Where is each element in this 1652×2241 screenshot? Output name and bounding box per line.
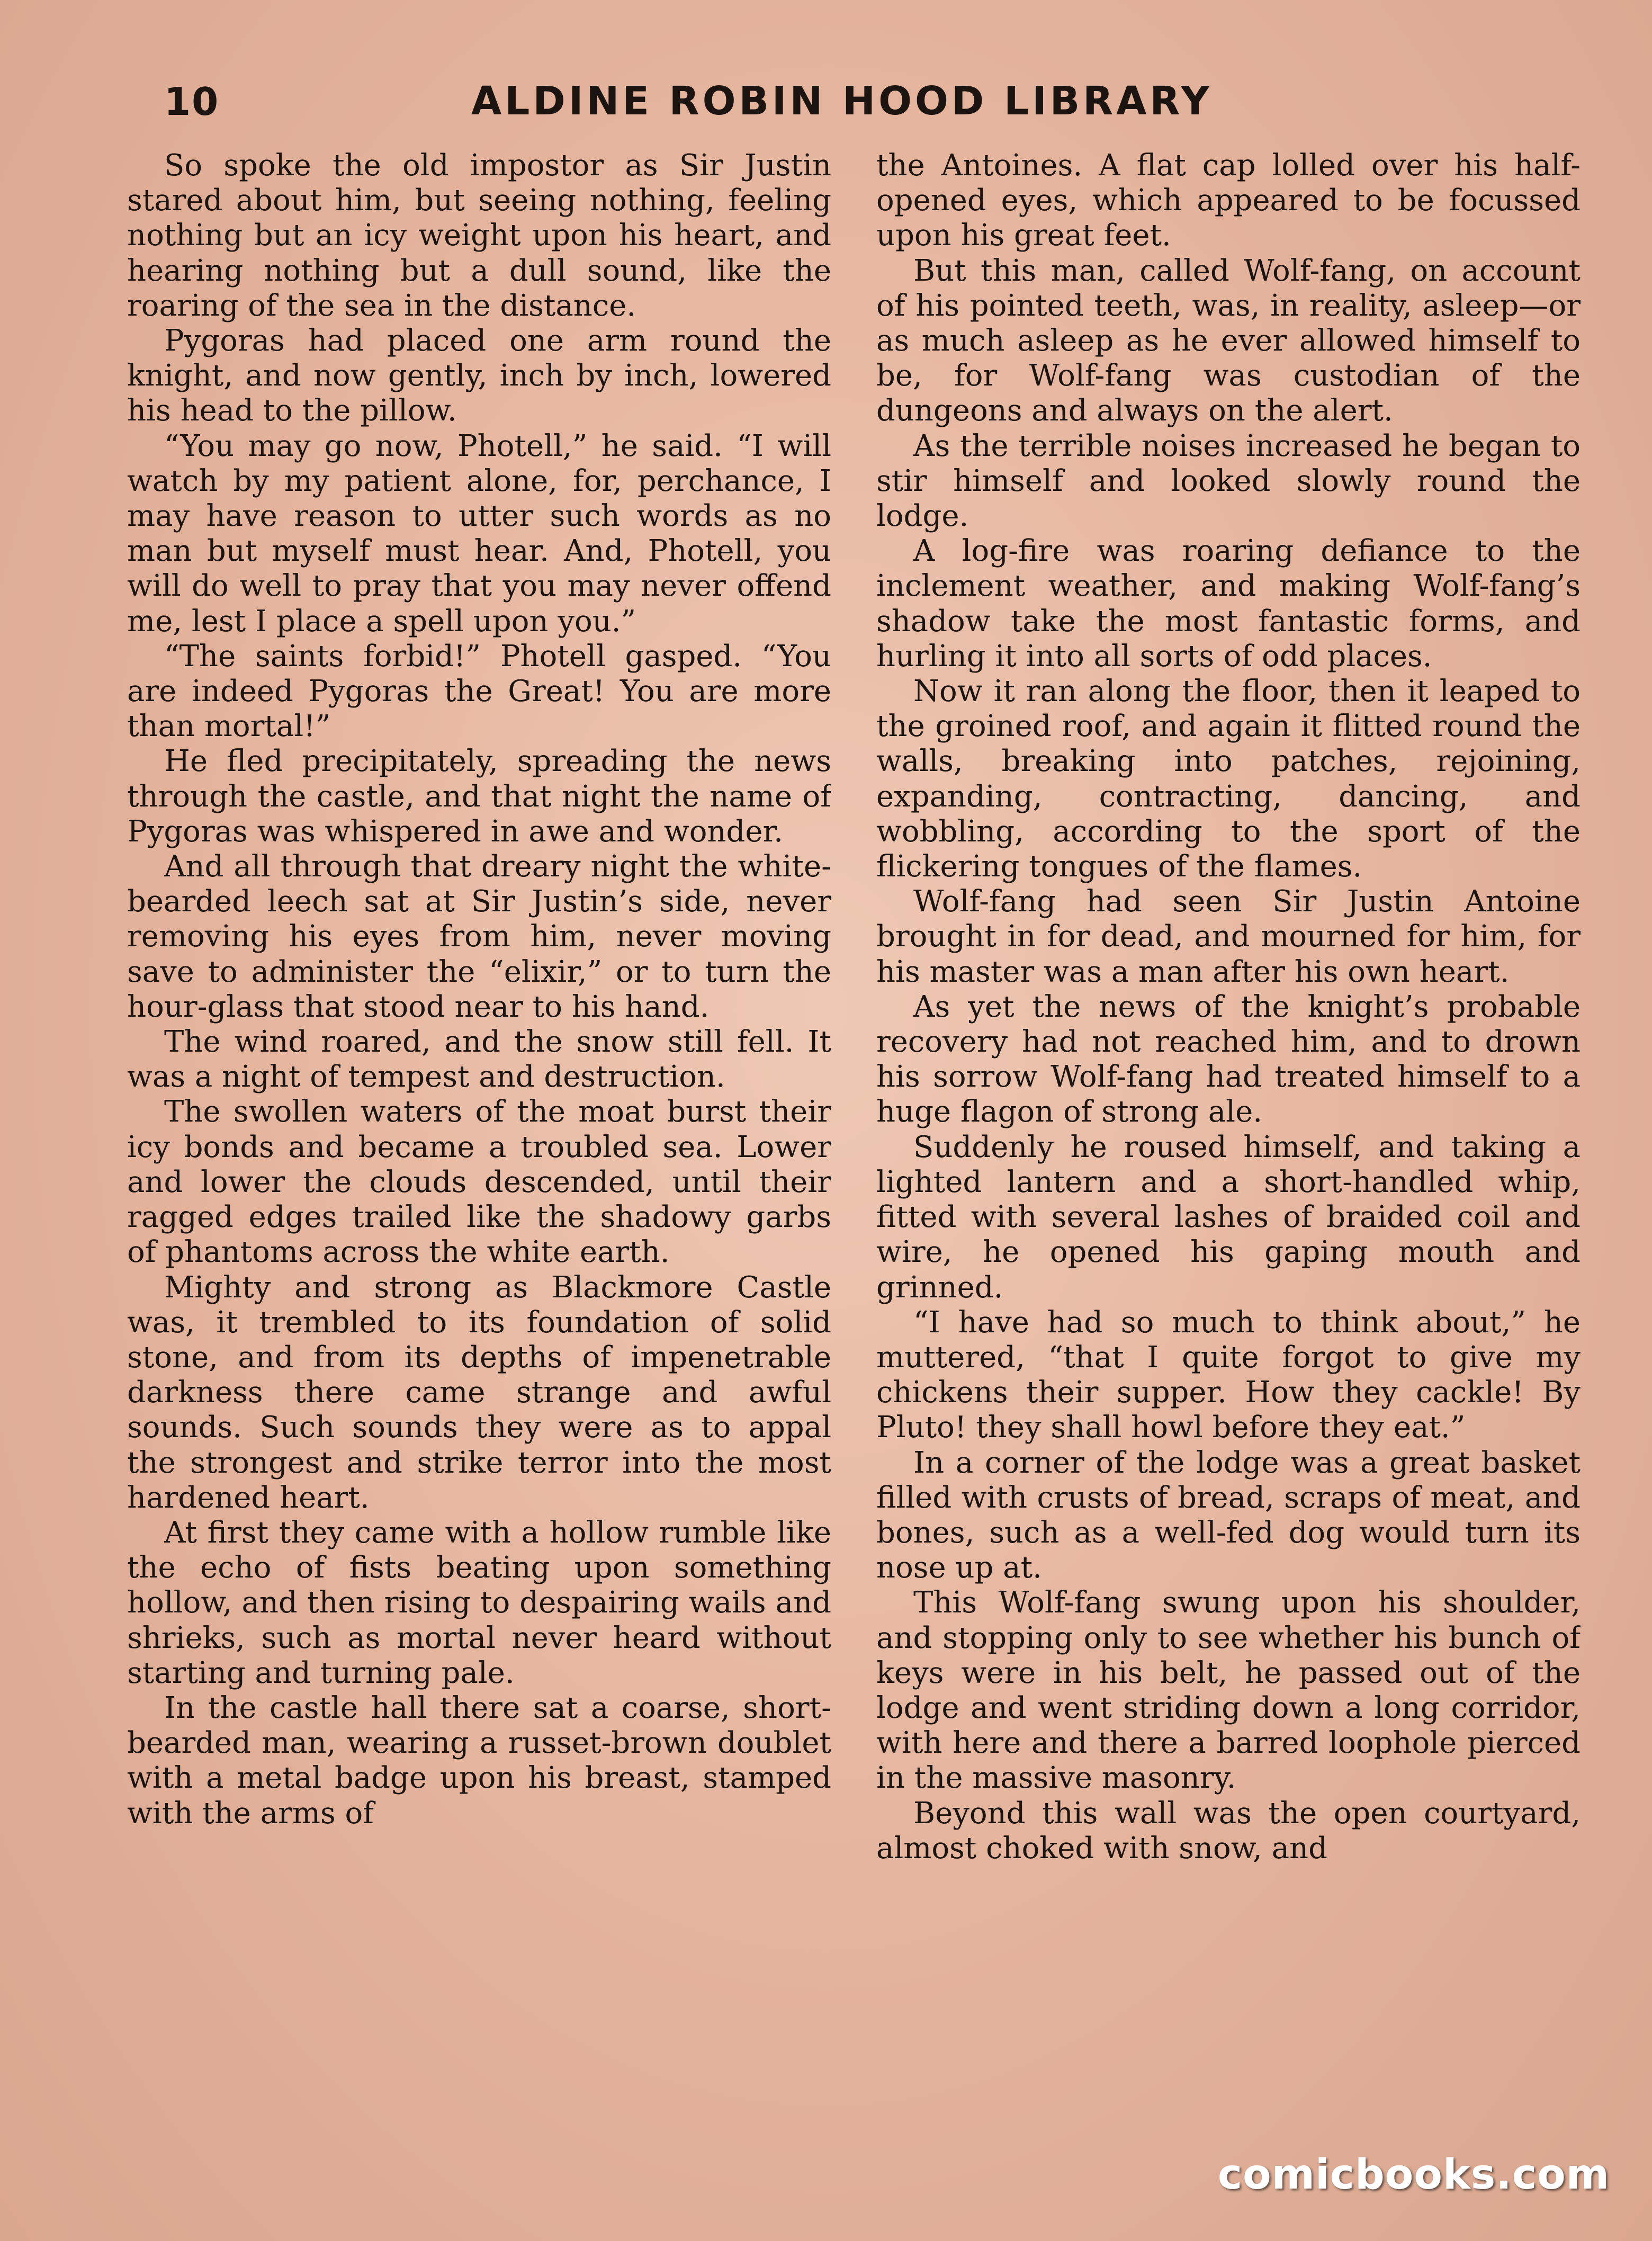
paragraph: A log-fire was roaring defiance to the inclement weather, and making Wolf-fang’s shadow take the most fantastic forms, and hurling it into all sorts of odd places.: [876, 534, 1581, 674]
right-text-column: [876, 148, 1581, 2139]
paragraph: “The saints forbid!” Photell gasped. “You are indeed Pygoras the Great! You are more than mortal!”: [127, 639, 831, 744]
paragraph: In the castle hall there sat a coarse, short-bearded man, wearing a russet-brown doublet with a metal badge upon his breast, stamped with the arms of: [127, 1690, 831, 1831]
paragraph: So spoke the old impostor as Sir Justin stared about him, but seeing nothing, feeling nothing but an icy weight upon his heart, and hearing nothing but a dull sound, like the roaring of the sea in the distance.: [127, 148, 831, 323]
paragraph: But this man, called Wolf-fang, on account of his pointed teeth, was, in reality, asleep—or as much asleep as he ever allowed himself to be, for Wolf-fang was custodian of the dungeons and always on the alert.: [876, 253, 1581, 428]
running-title: ALDINE ROBIN HOOD LIBRARY: [471, 78, 1213, 124]
page-number: 10: [164, 79, 220, 124]
paragraph: Mighty and strong as Blackmore Castle was, it trembled to its foundation of solid stone, and from its depths of impenetrable darkness there came strange and awful sounds. Such sounds they were as to appal the strongest and strike terror into the most hardened heart.: [127, 1270, 831, 1515]
paragraph: As yet the news of the knight’s probable recovery had not reached him, and to drown his sorrow Wolf-fang had treated himself to a huge flagon of strong ale.: [876, 989, 1581, 1130]
paragraph: Wolf-fang had seen Sir Justin Antoine brought in for dead, and mourned for him, for his master was a man after his own heart.: [876, 884, 1581, 989]
paragraph: Pygoras had placed one arm round the knight, and now gently, inch by inch, lowered his head to the pillow.: [127, 324, 831, 428]
paragraph: At first they came with a hollow rumble like the echo of fists beating upon something hollow, and then rising to despairing wails and shrieks, such as mortal never heard without starting and turning pale.: [127, 1515, 831, 1690]
paragraph: Now it ran along the floor, then it leaped to the groined roof, and again it flitted round the walls, breaking into patches, rejoining, expanding, contracting, dancing, and wobbling, according to the sport of the flickering tongues of the flames.: [876, 674, 1581, 884]
paragraph: And all through that dreary night the white-bearded leech sat at Sir Justin’s side, never removing his eyes from him, never moving save to administer the “elixir,” or to turn the hour-glass that stood near to his hand.: [127, 849, 831, 1024]
paragraph: “You may go now, Photell,” he said. “I will watch by my patient alone, for, perchance, I may have reason to utter such words as no man but myself must hear. And, Photell, you will do well to pray that you may never offend me, lest I place a spell upon you.”: [127, 428, 831, 639]
paragraph: “I have had so much to think about,” he muttered, “that I quite forgot to give my chickens their supper. How they cackle! By Pluto! they shall howl before they eat.”: [876, 1305, 1581, 1445]
paragraph: In a corner of the lodge was a great basket filled with crusts of bread, scraps of meat, and bones, such as a well-fed dog would turn its nose up at.: [876, 1445, 1581, 1585]
paragraph: Suddenly he roused himself, and taking a lighted lantern and a short-handled whip, fitted with several lashes of braided coil and wire, he opened his gaping mouth and grinned.: [876, 1130, 1581, 1305]
left-text-column: [127, 148, 831, 2139]
paragraph: the Antoines. A flat cap lolled over his half-opened eyes, which appeared to be focussed upon his great feet.: [876, 148, 1581, 253]
watermark: comicbooks.com: [1217, 2151, 1610, 2199]
page-header: [132, 74, 1573, 132]
paragraph: This Wolf-fang swung upon his shoulder, and stopping only to see whether his bunch of keys were in his belt, he passed out of the lodge and went striding down a long corridor, with here and there a barred loophole pierced in the massive masonry.: [876, 1585, 1581, 1796]
paragraph: As the terrible noises increased he began to stir himself and looked slowly round the lodge.: [876, 428, 1581, 534]
paragraph: The swollen waters of the moat burst their icy bonds and became a troubled sea. Lower and lower the clouds descended, until their ragged edges trailed like the shadowy garbs of phantoms across the white earth.: [127, 1095, 831, 1270]
paragraph: Beyond this wall was the open courtyard, almost choked with snow, and: [876, 1796, 1581, 1866]
paragraph: The wind roared, and the snow still fell. It was a night of tempest and destruction.: [127, 1025, 831, 1095]
paragraph: He fled precipitately, spreading the news through the castle, and that night the name of Pygoras was whispered in awe and wonder.: [127, 744, 831, 849]
